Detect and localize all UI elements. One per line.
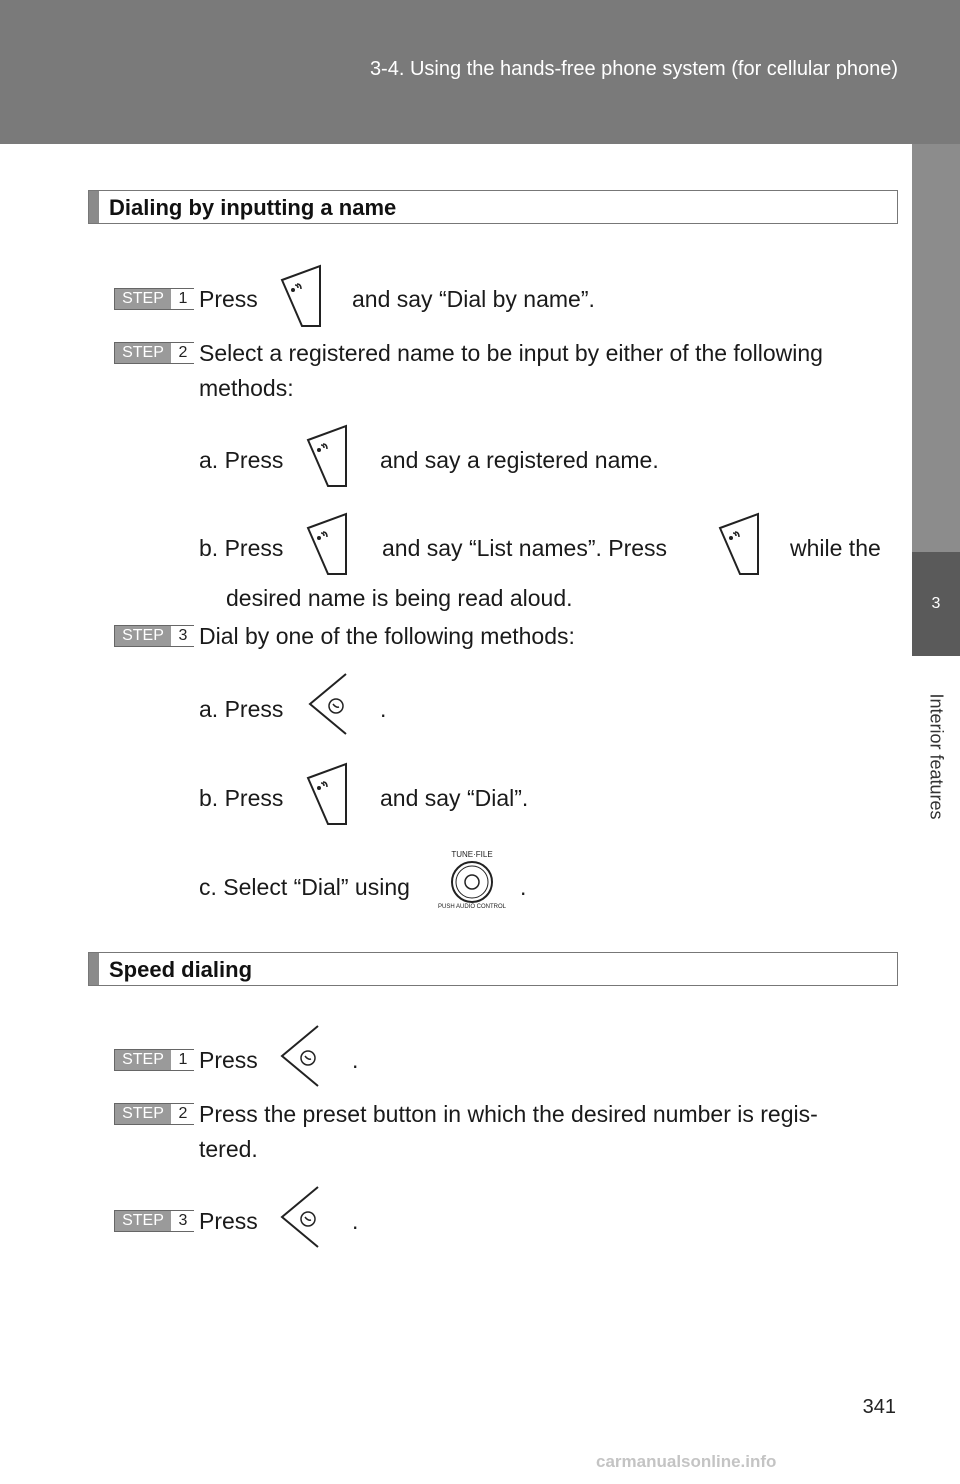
section-heading-speed-dialing — [88, 952, 898, 986]
off-hook-switch-icon — [278, 1185, 330, 1249]
step-badge-1 — [114, 1049, 194, 1071]
step-number: 2 — [171, 1104, 195, 1124]
talk-switch-icon — [306, 512, 350, 576]
section-title: Speed dialing — [109, 957, 253, 982]
step-text: Press — [199, 1047, 258, 1073]
talk-switch-icon — [280, 264, 324, 328]
step-text: a. Press — [199, 447, 284, 473]
knob-top-label: TUNE·FILE — [451, 850, 493, 859]
talk-switch-icon — [306, 424, 350, 488]
step-text: b. Press — [199, 535, 284, 561]
chapter-tab — [912, 552, 960, 656]
chapter-number: 3 — [931, 595, 941, 612]
step-text: b. Press — [199, 785, 284, 811]
step-number: 3 — [171, 626, 195, 646]
step-word: STEP — [115, 1211, 171, 1231]
step-text: tered. — [199, 1136, 258, 1162]
step-text: a. Press — [199, 696, 284, 722]
step-text: while the — [790, 535, 881, 561]
step-text: methods: — [199, 375, 294, 401]
talk-switch-icon — [718, 512, 762, 576]
step-text: Press — [199, 286, 258, 312]
step-badge-2 — [114, 1103, 194, 1125]
side-strip — [912, 144, 960, 552]
step-text: Dial by one of the following methods: — [199, 623, 575, 649]
step-text: and say “Dial”. — [380, 785, 529, 811]
audio-control-knob — [436, 850, 508, 914]
step-text: . — [352, 1208, 359, 1234]
step-badge-1 — [114, 288, 194, 310]
step-text: and say a registered name. — [380, 447, 659, 473]
knob-bottom-label: PUSH AUDIO CONTROL — [437, 904, 506, 910]
step-text: and say “Dial by name”. — [352, 286, 595, 312]
chapter-label-text: Interior features — [926, 692, 947, 820]
page-number: 341 — [862, 1396, 896, 1418]
watermark-text: carmanualsonline.info — [596, 1452, 777, 1471]
step-number: 1 — [171, 289, 195, 309]
off-hook-switch-icon — [278, 1024, 330, 1088]
step-text: Press the preset button in which the desired number is regis- — [199, 1101, 818, 1127]
step-word: STEP — [115, 626, 171, 646]
step-text: Select a registered name to be input by either of the following — [199, 340, 823, 366]
step-text: . — [520, 874, 527, 900]
step-badge-3 — [114, 625, 194, 647]
step-text: Press — [199, 1208, 258, 1234]
step-text: . — [352, 1047, 359, 1073]
knob-icon — [448, 860, 496, 904]
step-word: STEP — [115, 289, 171, 309]
step-word: STEP — [115, 1104, 171, 1124]
header-title: 3-4. Using the hands-free phone system (for cellular phone) — [369, 58, 898, 80]
step-number: 3 — [171, 1211, 195, 1231]
step-badge-2 — [114, 342, 194, 364]
step-number: 1 — [171, 1050, 195, 1070]
step-text: desired name is being read aloud. — [226, 585, 573, 611]
off-hook-switch-icon — [306, 672, 358, 736]
page-header — [0, 0, 960, 144]
section-heading-dial-by-name — [88, 190, 898, 224]
step-badge-3 — [114, 1210, 194, 1232]
step-word: STEP — [115, 343, 171, 363]
step-text: c. Select “Dial” using — [199, 874, 410, 900]
step-text: . — [380, 696, 387, 722]
section-title: Dialing by inputting a name — [109, 195, 397, 220]
step-word: STEP — [115, 1050, 171, 1070]
chapter-label — [912, 656, 960, 856]
step-number: 2 — [171, 343, 195, 363]
talk-switch-icon — [306, 762, 350, 826]
step-text: and say “List names”. Press — [382, 535, 668, 561]
